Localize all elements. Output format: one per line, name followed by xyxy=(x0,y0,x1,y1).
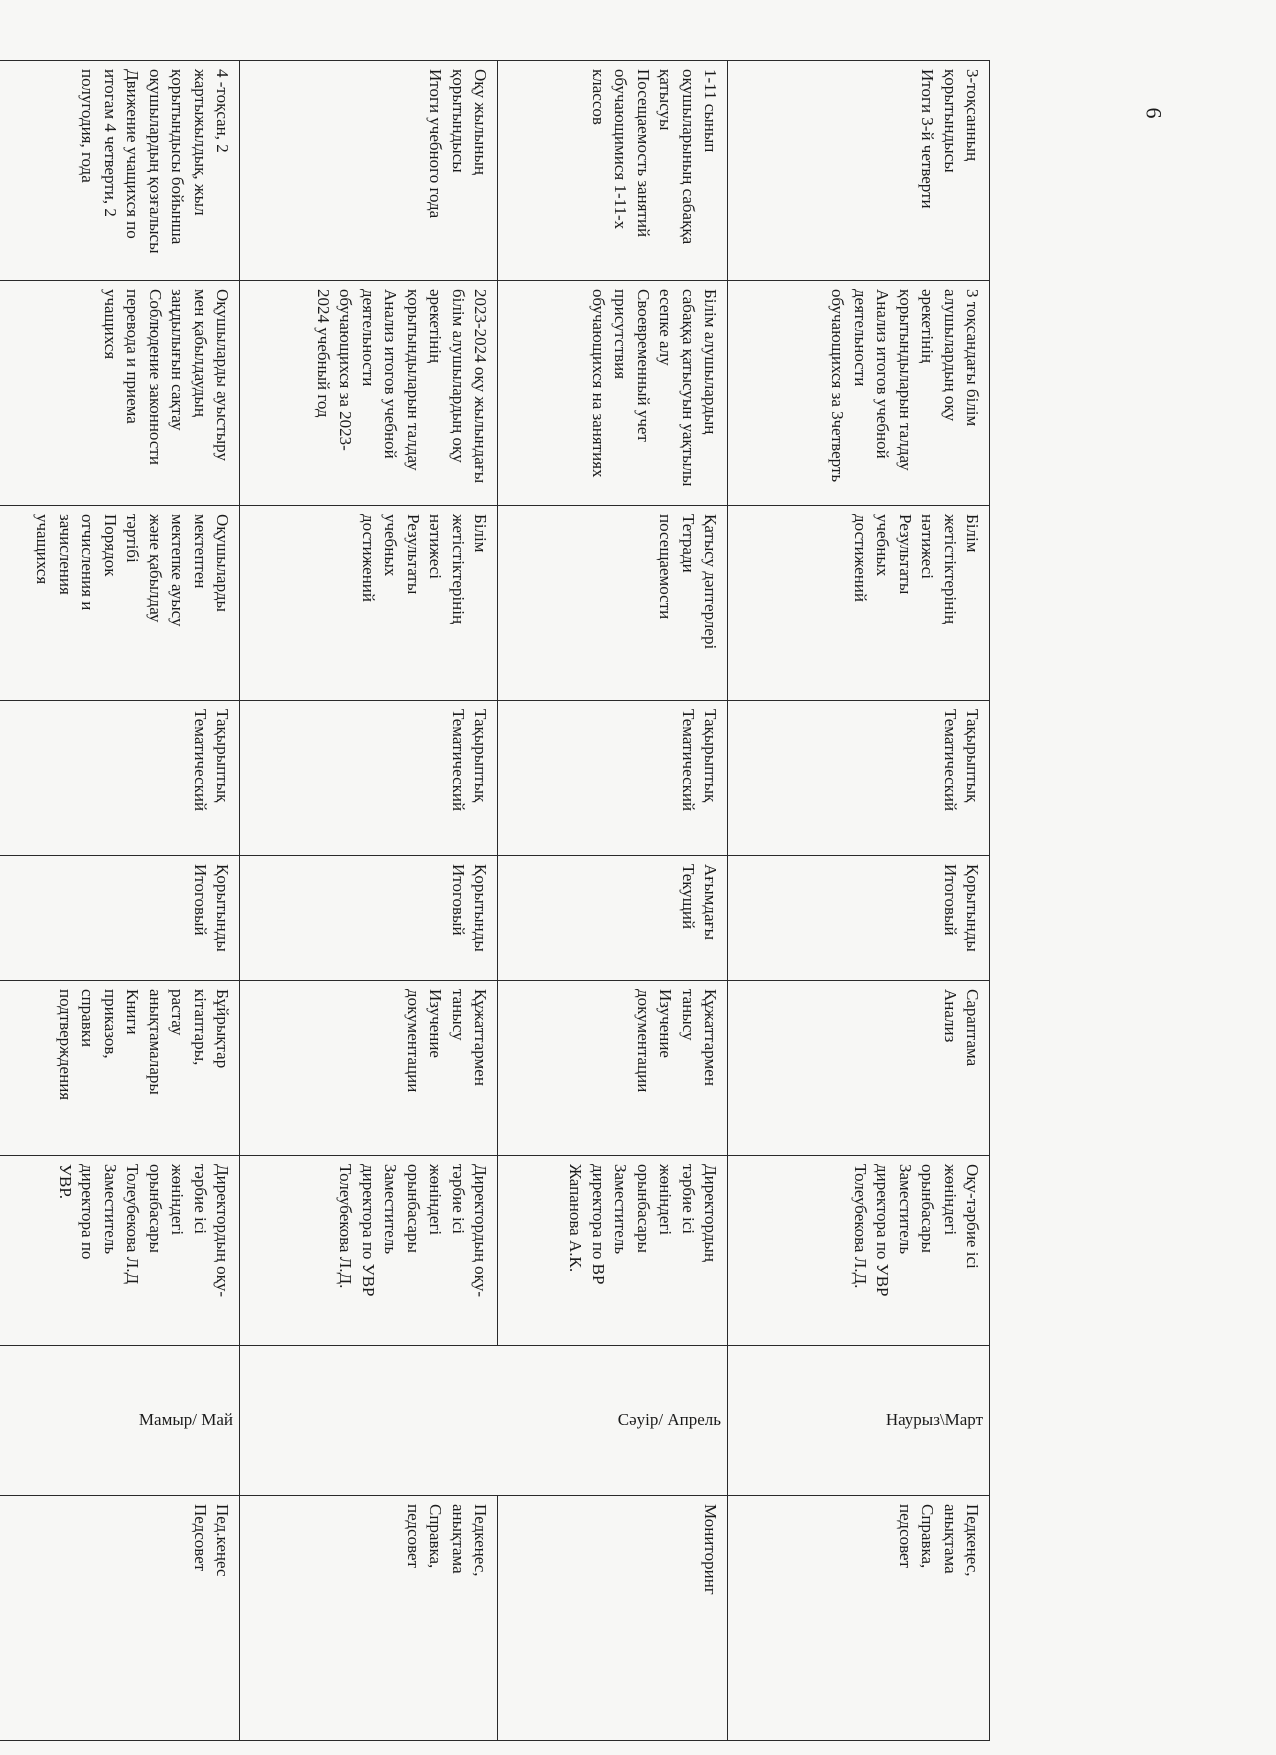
cell-content-line: 3 тоқсандағы білім xyxy=(963,289,982,427)
cell-responsible-line: Заместитель xyxy=(895,1164,915,1255)
cell-object-line: классов xyxy=(588,69,608,125)
cell-result xyxy=(240,1496,498,1741)
cell-subject xyxy=(728,506,990,701)
cell-subject xyxy=(0,506,240,701)
cell-result xyxy=(728,1496,990,1741)
cell-kind-line: Ағымдағы xyxy=(701,864,720,941)
cell-subject-line: Қатысу дәптерлері xyxy=(701,514,720,650)
cell-method xyxy=(728,981,990,1156)
cell-object xyxy=(728,61,990,281)
cell-type-line: Тақырыптық xyxy=(471,709,490,803)
cell-responsible-line: жөніндегі xyxy=(940,1164,960,1236)
cell-object-line: итогам 4 четверти, 2 xyxy=(100,69,120,217)
cell-object-line: қатысуы xyxy=(656,69,676,131)
cell-method-line: танысу xyxy=(448,989,468,1041)
cell-subject-line: нәтижесі xyxy=(918,514,938,579)
cell-type-line: Тематический xyxy=(678,709,698,812)
cell-method-line: Изучение xyxy=(656,989,676,1058)
cell-content-line: обучающихся за 3четверть xyxy=(828,289,848,483)
cell-subject-line: учебных xyxy=(381,514,401,577)
month-label: Мамыр/ Май xyxy=(138,1410,233,1430)
cell-responsible-line: Директордың xyxy=(701,1164,720,1262)
cell-method-line: Бұйрықтар xyxy=(213,989,232,1069)
cell-content-line: алушылардың оқу xyxy=(940,289,960,422)
cell-kind xyxy=(728,856,990,981)
cell-content-line: білім алушылардың оқу xyxy=(448,289,468,463)
cell-result xyxy=(498,1496,728,1741)
cell-responsible-line: Заместитель xyxy=(381,1164,401,1255)
cell-result-line: педсовет xyxy=(403,1504,423,1569)
cell-object xyxy=(498,61,728,281)
cell-subject-line: Оқушыларды xyxy=(213,514,232,612)
cell-responsible-line: Толеубекова Л.Д xyxy=(123,1164,143,1285)
cell-method xyxy=(0,981,240,1156)
cell-method xyxy=(498,981,728,1156)
cell-type xyxy=(728,701,990,856)
cell-kind xyxy=(0,856,240,981)
cell-kind-line: Текущий xyxy=(678,864,698,930)
cell-result-line: анықтама xyxy=(940,1504,960,1574)
cell-object-line: обучающимися 1-11-х xyxy=(611,69,631,230)
cell-type-line: Тақырыптық xyxy=(963,709,982,803)
cell-kind xyxy=(240,856,498,981)
cell-kind xyxy=(498,856,728,981)
table-row xyxy=(0,61,240,1741)
cell-content-line: Анализ итогов учебной xyxy=(873,289,893,459)
cell-content-line: мен қабылдаудың xyxy=(190,289,210,417)
cell-subject-line: достижений xyxy=(358,514,378,603)
cell-subject-line: тәртібі xyxy=(123,514,143,563)
cell-content-line: 2023-2024 оқу жылындағы xyxy=(471,289,490,484)
cell-object-line: жартыжылдық, жыл xyxy=(190,69,210,216)
cell-subject-line: және қабылдау xyxy=(145,514,165,623)
cell-object-line: 1-11 сынып xyxy=(701,69,720,153)
cell-type-line: Тематический xyxy=(940,709,960,812)
cell-object-line: қорытындысы бойынша xyxy=(168,69,188,245)
cell-subject-line: Білім xyxy=(471,514,490,553)
cell-responsible-line: Жапанова А.К. xyxy=(566,1164,586,1273)
cell-responsible-line: Толеубекова Л.Д. xyxy=(850,1164,870,1289)
cell-kind-line: Қорытынды xyxy=(213,864,232,952)
cell-responsible xyxy=(240,1156,498,1346)
cell-result xyxy=(0,1496,240,1741)
cell-responsible-line: Директордың оқу- xyxy=(471,1164,490,1298)
cell-object-line: 4 -тоқсан, 2 xyxy=(213,69,232,153)
month-label: Сәуір/ Апрель xyxy=(617,1410,721,1430)
cell-content-line: перевода и приема xyxy=(123,289,143,424)
cell-kind-line: Итоговый xyxy=(190,864,210,936)
cell-content-line: заңдылығын сақтау xyxy=(168,289,188,431)
cell-subject-line: мектептен xyxy=(190,514,210,589)
cell-responsible-line: директора по УВР xyxy=(873,1164,893,1297)
cell-method-line: подтверждения xyxy=(55,989,75,1101)
cell-subject-line: Порядок xyxy=(100,514,120,577)
cell-method-line: документации xyxy=(403,989,423,1093)
cell-responsible-line: тәрбие ісі xyxy=(190,1164,210,1235)
cell-object-line: Итоги учебного года xyxy=(426,69,446,219)
cell-responsible-line: Оқу-тәрбие ісі xyxy=(963,1164,982,1269)
cell-object-line: қорытындысы xyxy=(448,69,468,173)
cell-responsible-line: директора по УВР xyxy=(358,1164,378,1297)
cell-type-line: Тематический xyxy=(448,709,468,812)
cell-object-line: оқушыларының сабаққа xyxy=(678,69,698,245)
cell-method-line: растау xyxy=(168,989,188,1036)
cell-subject-line: отчисления и xyxy=(78,514,98,611)
cell-responsible-line: УВР. xyxy=(55,1164,75,1199)
cell-result-line: Пед.кеңес xyxy=(213,1504,232,1577)
table-row xyxy=(728,61,990,1741)
control-plan-table xyxy=(0,60,990,1741)
cell-subject-line: зачисления xyxy=(55,514,75,595)
cell-content-line: сабаққа қатысуын уақтылы xyxy=(678,289,698,487)
cell-method-line: Анализ xyxy=(940,989,960,1043)
cell-object xyxy=(240,61,498,281)
cell-responsible-line: тәрбие ісі xyxy=(678,1164,698,1235)
cell-responsible-line: Заместитель xyxy=(100,1164,120,1255)
cell-subject-line: Білім xyxy=(963,514,982,553)
cell-content-line: қорытындыларын талдау xyxy=(895,289,915,471)
cell-result-line: Справка, xyxy=(918,1504,938,1569)
table-row xyxy=(498,61,728,1741)
cell-type xyxy=(240,701,498,856)
cell-month xyxy=(728,1346,990,1496)
cell-method-line: Сараптама xyxy=(963,989,982,1067)
cell-responsible-line: орынбасары xyxy=(633,1164,653,1253)
cell-result-line: Педкеңес, xyxy=(471,1504,490,1577)
cell-content xyxy=(498,281,728,506)
cell-responsible-line: Директордың оқу- xyxy=(213,1164,232,1298)
cell-content-line: обучающихся за 2023- xyxy=(336,289,356,451)
cell-subject-line: достижений xyxy=(850,514,870,603)
cell-object-line: қорытындысы xyxy=(940,69,960,173)
cell-responsible-line: орынбасары xyxy=(918,1164,938,1253)
page-number: 6 xyxy=(1141,107,1167,119)
cell-method-line: Изучение xyxy=(426,989,446,1058)
cell-subject xyxy=(240,506,498,701)
cell-kind-line: Қорытынды xyxy=(471,864,490,952)
cell-content-line: қорытындыларын талдау xyxy=(403,289,423,471)
cell-method-line: танысу xyxy=(678,989,698,1041)
cell-subject-line: Результаты xyxy=(895,514,915,595)
cell-content-line: Білім алушылардың xyxy=(701,289,720,435)
cell-content-line: 2024 учебный год xyxy=(313,289,333,418)
cell-method-line: Құжаттармен xyxy=(471,989,490,1086)
cell-responsible-line: Заместитель xyxy=(611,1164,631,1255)
cell-object-line: Итоги 3-й четверти xyxy=(918,69,938,209)
cell-content-line: деятельности xyxy=(850,289,870,387)
cell-method xyxy=(240,981,498,1156)
cell-result-line: педсовет xyxy=(895,1504,915,1569)
cell-responsible-line: жөніндегі xyxy=(426,1164,446,1236)
cell-subject-line: мектепке ауысу xyxy=(168,514,188,627)
cell-method-line: кітаптары, xyxy=(190,989,210,1066)
cell-content-line: Своевременный учет xyxy=(633,289,653,442)
cell-method-line: анықтамалары xyxy=(145,989,165,1095)
cell-kind-line: Қорытынды xyxy=(963,864,982,952)
cell-subject-line: учащихся xyxy=(33,514,53,585)
cell-result-line: Справка, xyxy=(426,1504,446,1569)
cell-type-line: Тақырыптық xyxy=(701,709,720,803)
cell-content-line: әрекетінің xyxy=(918,289,938,364)
cell-content xyxy=(0,281,240,506)
cell-subject-line: Тетради xyxy=(678,514,698,573)
cell-content-line: учащихся xyxy=(100,289,120,360)
cell-subject xyxy=(498,506,728,701)
cell-object-line: 3-тоқсанның xyxy=(963,69,982,162)
cell-subject-line: посещаемости xyxy=(656,514,676,620)
cell-object-line: оқушылардың қозғалысы xyxy=(145,69,165,254)
cell-kind-line: Итоговый xyxy=(448,864,468,936)
cell-content-line: деятельности xyxy=(358,289,378,387)
cell-method-line: Құжаттармен xyxy=(701,989,720,1086)
rotated-table-block xyxy=(33,60,990,1740)
month-label: Наурыз\Март xyxy=(885,1410,983,1430)
cell-month xyxy=(240,1346,728,1496)
cell-object xyxy=(0,61,240,281)
cell-type-line: Тематический xyxy=(190,709,210,812)
cell-responsible-line: орынбасары xyxy=(403,1164,423,1253)
cell-subject-line: учебных xyxy=(873,514,893,577)
cell-type xyxy=(498,701,728,856)
cell-method-line: Книги xyxy=(123,989,143,1035)
cell-responsible xyxy=(498,1156,728,1346)
cell-month xyxy=(0,1346,240,1496)
cell-method-line: справки xyxy=(78,989,98,1048)
cell-responsible-line: директора по xyxy=(78,1164,98,1260)
cell-subject-line: нәтижесі xyxy=(426,514,446,579)
cell-subject-line: жетістіктерінің xyxy=(448,514,468,625)
cell-kind-line: Итоговый xyxy=(940,864,960,936)
cell-type xyxy=(0,701,240,856)
cell-content-line: Соблюдение законности xyxy=(145,289,165,465)
cell-method-line: документации xyxy=(633,989,653,1093)
cell-content-line: присутствия xyxy=(611,289,631,380)
cell-responsible-line: Толеубекова Л.Д. xyxy=(336,1164,356,1289)
cell-content-line: Анализ итогов учебной xyxy=(381,289,401,459)
cell-content-line: обучающихся на занятиях xyxy=(588,289,608,478)
cell-result-line: Мониторинг xyxy=(701,1504,720,1595)
cell-content-line: есепке алу xyxy=(656,289,676,366)
cell-responsible-line: орынбасары xyxy=(145,1164,165,1253)
cell-responsible xyxy=(0,1156,240,1346)
cell-content xyxy=(728,281,990,506)
cell-result-line: Педсовет xyxy=(190,1504,210,1572)
cell-responsible-line: директора по ВР xyxy=(588,1164,608,1285)
cell-content-line: Оқушыларды ауыстыру xyxy=(213,289,232,461)
cell-responsible-line: жөніндегі xyxy=(168,1164,188,1236)
cell-result-line: анықтама xyxy=(448,1504,468,1574)
cell-method-line: приказов, xyxy=(100,989,120,1059)
cell-subject-line: жетістіктерінің xyxy=(940,514,960,625)
cell-subject-line: Результаты xyxy=(403,514,423,595)
cell-responsible xyxy=(728,1156,990,1346)
cell-type-line: Тақырыптық xyxy=(213,709,232,803)
cell-result-line: Педкеңес, xyxy=(963,1504,982,1577)
cell-responsible-line: жөніндегі xyxy=(656,1164,676,1236)
cell-object-line: Оқу жылының xyxy=(471,69,490,175)
cell-content xyxy=(240,281,498,506)
cell-object-line: Посещаемость занятий xyxy=(633,69,653,238)
cell-content-line: әрекетінің xyxy=(426,289,446,364)
cell-object-line: Движение учащихся по xyxy=(123,69,143,239)
cell-object-line: полугодия, года xyxy=(78,69,98,183)
cell-responsible-line: тәрбие ісі xyxy=(448,1164,468,1235)
